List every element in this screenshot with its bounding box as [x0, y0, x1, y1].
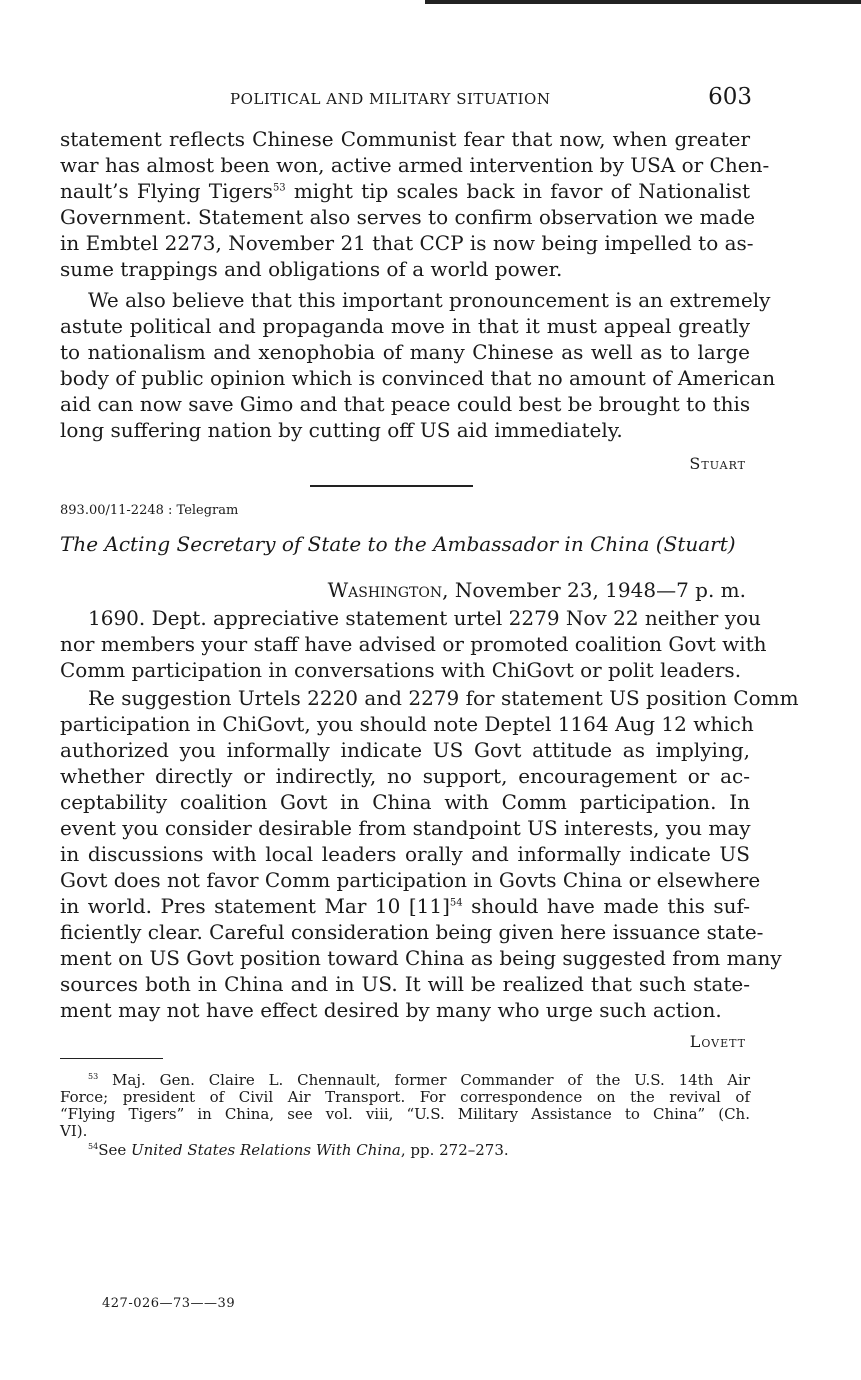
paragraph-2 — [60, 287, 776, 443]
footnote-54 — [60, 1142, 750, 1159]
text-line: Comm participation in conversations with ChiGovt or polit leaders. — [60, 658, 742, 682]
dateline-date: November 23, 1948—7 p. m. — [454, 578, 746, 602]
text-line: ficiently clear. Careful consideration being given here issuance state- — [60, 920, 764, 944]
footnote-mark-53: 53 — [88, 1072, 99, 1081]
text-line: We also believe that this important pronouncement is an extremely — [88, 288, 771, 312]
page-number: 603 — [708, 84, 752, 110]
signature-stuart: Stuart — [689, 454, 746, 473]
text-line: war has almost been won, active armed intervention by USA or Chen- — [60, 153, 770, 177]
footnote-mark-54: 54 — [88, 1142, 99, 1151]
paragraph-3 — [60, 605, 767, 683]
text-line — [60, 178, 750, 204]
text-line: Re suggestion Urtels 2220 and 2279 for statement US position Comm — [88, 686, 799, 710]
dateline — [328, 578, 746, 602]
paragraph-4 — [60, 685, 799, 1023]
running-head-title: POLITICAL AND MILITARY SITUATION — [230, 90, 551, 108]
footnote-53 — [60, 1072, 750, 1140]
text-line: body of public opinion which is convinced that no amount of American — [60, 366, 776, 390]
text-line: astute political and propaganda move in that it must appeal greatly — [60, 314, 750, 338]
text-segment: might tip scales back in favor of Nationalist — [293, 179, 751, 203]
footnote-book-title: United States Relations With China — [131, 1141, 401, 1159]
text-line: long suffering nation by cutting off US aid immediately. — [60, 418, 623, 442]
text-line: event you consider desirable from standpoint US interests, you may — [60, 816, 751, 840]
dateline-place: Washington, — [327, 578, 449, 602]
text-line: whether directly or indirectly, no support, encouragement or ac- — [60, 764, 750, 788]
paragraph-1 — [60, 126, 770, 282]
footnote-line — [60, 1142, 750, 1159]
section-divider — [310, 485, 473, 487]
footnote-rule — [60, 1058, 163, 1059]
document-title: The Acting Secretary of State to the Ambassador in China (Stuart) — [60, 532, 736, 556]
footnote-text: , pp. 272–273. — [400, 1141, 509, 1159]
text-line: participation in ChiGovt, you should note Deptel 1164 Aug 12 which — [60, 712, 754, 736]
text-line: in Embtel 2273, November 21 that CCP is now being impelled to as- — [60, 231, 754, 255]
footnote-ref-54: 54 — [449, 897, 463, 909]
text-line: ment may not have effect desired by many who urge such action. — [60, 998, 722, 1022]
text-line: statement reflects Chinese Communist fear that now, when greater — [60, 127, 750, 151]
text-line: aid can now save Gimo and that peace could best be brought to this — [60, 392, 751, 416]
top-edge-rule — [425, 0, 861, 4]
text-line: Government. Statement also serves to confirm observation we made — [60, 205, 756, 229]
footnote-ref-53: 53 — [272, 182, 286, 194]
text-line: nor members your staff have advised or promoted coalition Govt with — [60, 632, 767, 656]
text-segment: in world. Pres statement Mar 10 [11] — [60, 894, 450, 918]
text-line: authorized you informally indicate US Govt attitude as implying, — [60, 738, 750, 762]
text-line: to nationalism and xenophobia of many Chinese as well as to large — [60, 340, 750, 364]
footnote-line: “Flying Tigers” in China, see vol. viii, “U.S. Military Assistance to China” (Ch. — [60, 1105, 750, 1123]
printer-code: 427-026—73——39 — [102, 1296, 236, 1311]
footnote-line: Force; president of Civil Air Transport. For correspondence on the revival of — [60, 1088, 750, 1106]
text-line: sume trappings and obligations of a world power. — [60, 257, 563, 281]
footnote-line — [60, 1072, 750, 1089]
text-line: ceptability coalition Govt in China with Comm participation. In — [60, 790, 750, 814]
text-line: Govt does not favor Comm participation in Govts China or elsewhere — [60, 868, 761, 892]
text-line: sources both in China and in US. It will be realized that such state- — [60, 972, 750, 996]
text-line: ment on US Govt position toward China as being suggested from many — [60, 946, 782, 970]
footnote-text: See — [98, 1141, 131, 1159]
signature-lovett: Lovett — [689, 1032, 746, 1051]
document-reference: 893.00/11-2248 : Telegram — [60, 503, 239, 518]
footnote-line: VI). — [60, 1122, 88, 1140]
running-head — [60, 84, 750, 114]
text-line: in discussions with local leaders orally and informally indicate US — [60, 842, 750, 866]
text-line — [60, 893, 750, 919]
footnote-text: Maj. Gen. Claire L. Chennault, former Commander of the U.S. 14th Air — [112, 1071, 750, 1089]
text-segment: nault’s Flying Tigers — [60, 179, 273, 203]
text-line: 1690. Dept. appreciative statement urtel 2279 Nov 22 neither you — [88, 606, 761, 630]
text-segment: should have made this suf- — [471, 894, 751, 918]
